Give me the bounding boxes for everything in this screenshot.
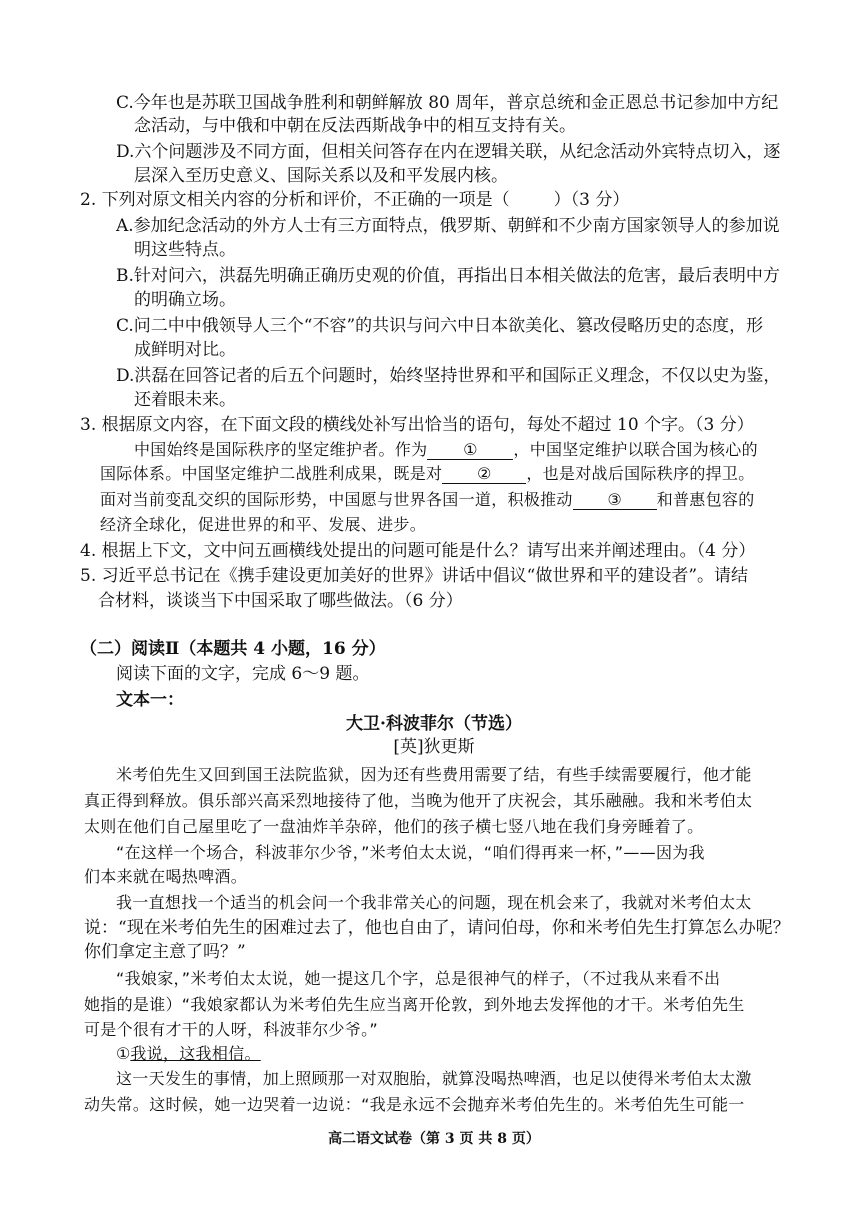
underlined-sentence: 我说，这我相信。 [130, 1044, 261, 1063]
passage-line-3: 太则在他们自己屋里吃了一盘油炸羊杂碎，他们的孩子横七竖八地在我们身旁睡着了。 [84, 817, 704, 836]
q2-option-d-line2: 还着眼未来。 [134, 390, 236, 410]
q3-blank-2[interactable]: ② [442, 465, 526, 484]
q3-blank-1[interactable]: ① [427, 441, 513, 460]
passage-line-6: 我一直想找一个适当的机会问一个我非常关心的问题，现在机会来了，我就对米考伯太太 [116, 893, 752, 912]
passage-line-13: 这一天发生的事情，加上照顾那一对双胞胎，就算没喝热啤酒，也足以使得米考伯太太激 [116, 1069, 752, 1088]
q2-stem-prefix: 2. 下列对原文相关内容的分析和评价，不正确的一项是（ [80, 190, 510, 210]
passage-line-4: “在这样一个场合，科波菲尔少爷，”米考伯太太说，“咱们得再来一杯，”——因为我 [116, 843, 705, 862]
q3-para-line1 [134, 439, 758, 461]
section-heading: （二）阅读Ⅱ（本题共 4 小题，16 分） [80, 639, 386, 659]
passage-line-1: 米考伯先生又回到国王法院监狱，因为还有些费用需要了结，有些手续需要履行，他才能 [116, 765, 752, 784]
passage-line-12 [116, 1043, 261, 1065]
q3-para-line4: 经济全球化，促进世界的和平、发展、进步。 [100, 515, 427, 534]
passage-line-5: 们本来就在喝热啤酒。 [84, 867, 248, 886]
marker-1: ① [116, 1044, 131, 1063]
q3-blank-3[interactable]: ③ [573, 491, 657, 510]
q3-stem: 3. 根据原文内容，在下面文段的横线处补写出恰当的语句，每处不超过 10 个字。（3 分） [80, 415, 754, 435]
q3-text-2b: ，也是对战后国际秩序的捍卫。 [526, 464, 755, 483]
q2-stem [80, 189, 629, 211]
passage-line-8: 你们拿定主意了吗？” [84, 942, 246, 962]
q4-stem: 4. 根据上下文，文中问五画横线处提出的问题可能是什么？请写出来并阐述理由。（4 分） [80, 541, 756, 561]
q2-option-a-line2: 明这些特点。 [134, 240, 236, 260]
q1-option-d-line1: D.六个问题涉及不同方面，但相关问答存在内在逻辑关联，从纪念活动外宾特点切入，逐 [116, 142, 781, 162]
q3-text-3b: 和普惠包容的 [656, 490, 755, 509]
q1-option-d-line2: 层深入至历史意义、国际关系以及和平发展内核。 [134, 166, 508, 186]
page-footer: 高二语文试卷（第 3 页 共 8 页） [328, 1131, 540, 1147]
passage-line-11: 可是个很有才干的人呀，科波菲尔少爷。” [84, 1020, 378, 1039]
passage-line-14: 动失常。这时候，她一边哭着一边说：“我是永远不会抛弃米考伯先生的。米考伯先生可能一 [84, 1095, 745, 1114]
passage-line-10: 她指的是谁）“我娘家都认为米考伯先生应当离开伦敦，到外地去发挥他的才干。米考伯先生 [84, 995, 745, 1014]
q2-option-d-line1: D.洪磊在回答记者的后五个问题时，始终坚持世界和平和国际正义理念，不仅以史为鉴， [116, 366, 781, 386]
passage-author: [英]狄更斯 [393, 737, 475, 757]
passage-line-9: “我娘家，”米考伯太太说，她一提这几个字，总是很神气的样子，（不过我从来看不出 [116, 969, 721, 988]
q2-stem-suffix: ）（3 分） [553, 190, 630, 210]
q5-stem-line1: 5. 习近平总书记在《携手建设更加美好的世界》讲话中倡议“做世界和平的建设者”。请结 [80, 566, 749, 586]
q3-text-1b: ，中国坚定维护以联合国为核心的 [513, 440, 758, 459]
q3-text-1a: 中国始终是国际秩序的坚定维护者。作为 [134, 440, 428, 459]
q1-option-c-line1: C.今年也是苏联卫国战争胜利和朝鲜解放 80 周年，普京总统和金正恩总书记参加中方纪 [116, 93, 779, 113]
q2-option-c-line1: C.问二中中俄领导人三个“不容”的共识与问六中日本欲美化、篡改侵略历史的态度，形 [116, 316, 764, 336]
q2-option-a-line1: A.参加纪念活动的外方人士有三方面特点，俄罗斯、朝鲜和不少南方国家领导人的参加说 [116, 216, 780, 236]
q2-option-b-line2: 的明确立场。 [134, 290, 236, 310]
text-label: 文本一： [116, 690, 184, 710]
q3-para-line3 [100, 489, 755, 511]
q3-text-2a: 国际体系。中国坚定维护二战胜利成果，既是对 [100, 464, 443, 483]
passage-title: 大卫·科波菲尔（节选） [346, 714, 522, 734]
q5-stem-line2: 合材料，谈谈当下中国采取了哪些做法。（6 分） [98, 591, 463, 611]
q2-option-b-line1: B.针对问六，洪磊先明确正确历史观的价值，再指出日本相关做法的危害，最后表明中方 [116, 266, 780, 286]
q2-option-c-line2: 成鲜明对比。 [134, 340, 236, 360]
q1-option-c-line2: 念活动，与中俄和中朝在反法西斯战争中的相互支持有关。 [134, 116, 576, 136]
passage-line-7: 说：“现在米考伯先生的困难过去了，他也自由了，请问伯母，你和米考伯先生打算怎么办呢？ [84, 918, 790, 938]
q3-para-line2 [100, 463, 755, 485]
q3-text-3a: 面对当前变乱交织的国际形势，中国愿与世界各国一道，积极推动 [100, 490, 573, 509]
section-instruction: 阅读下面的文字，完成 6～9 题。 [116, 664, 370, 684]
passage-line-2: 真正得到释放。俱乐部兴高采烈地接待了他，当晚为他开了庆祝会，其乐融融。我和米考伯太 [84, 791, 753, 810]
